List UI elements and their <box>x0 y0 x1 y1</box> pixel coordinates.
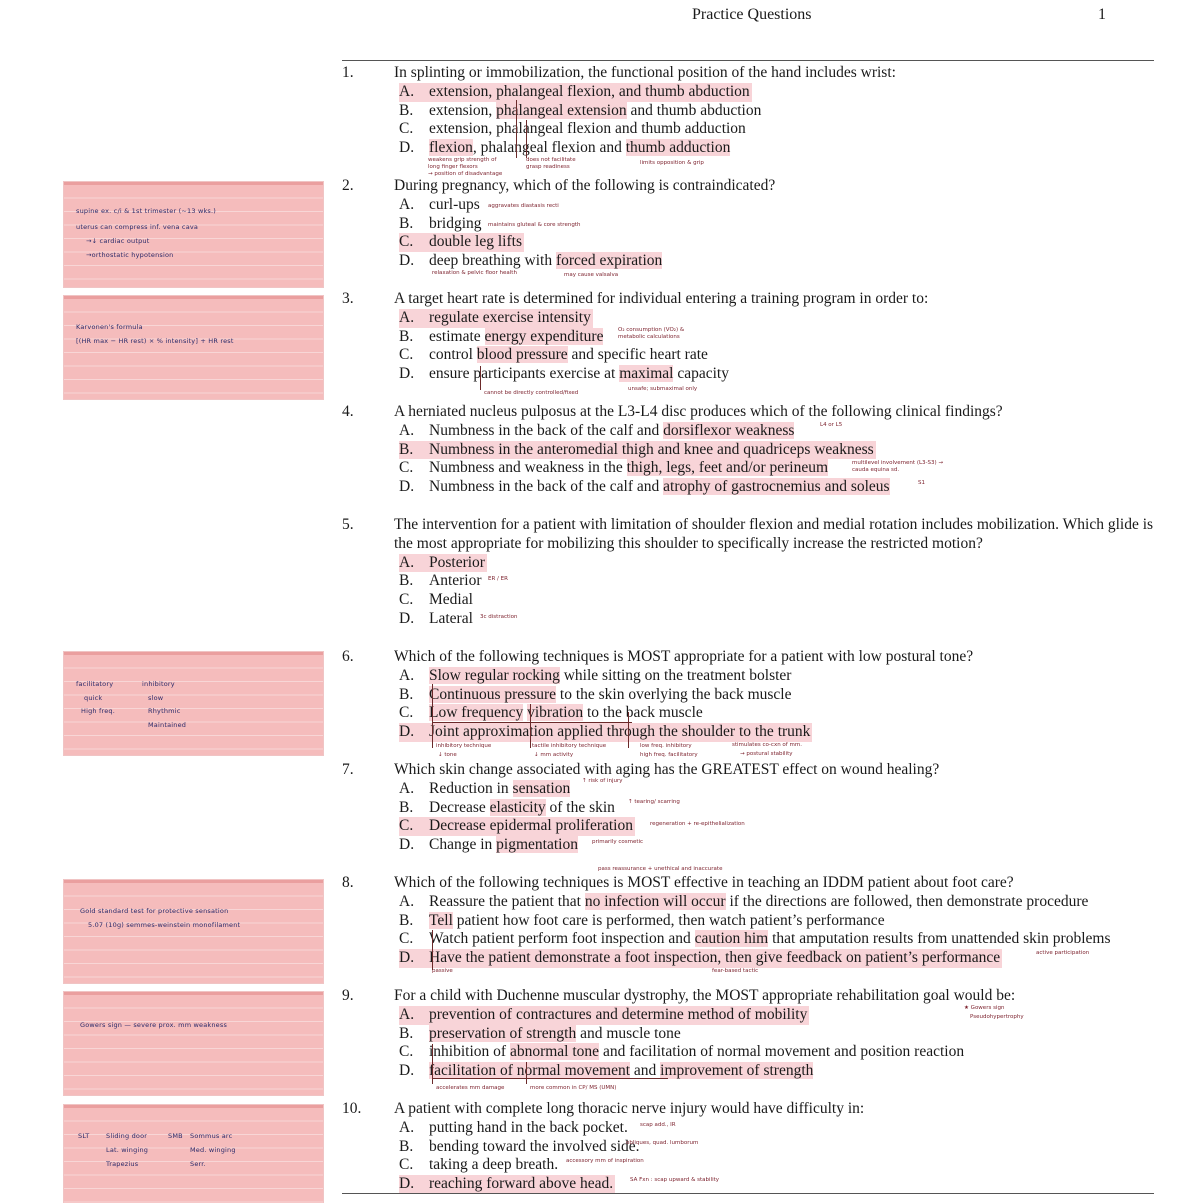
option-letter: D. <box>399 252 415 270</box>
option-letter: B. <box>399 911 414 929</box>
answer-option <box>399 139 730 158</box>
note-card-line: Maintained <box>148 721 187 729</box>
page-title: Practice Questions <box>692 6 812 23</box>
option-text: putting hand in the back pocket. <box>429 1118 628 1136</box>
answer-option <box>399 893 1088 912</box>
option-text: and <box>630 1062 661 1080</box>
option-letter: B. <box>399 1137 414 1155</box>
highlighted-text: Numbness in the anteromedial thigh and knee and quadriceps weakness <box>429 440 874 458</box>
note-card-line: uterus can compress inf. vena cava <box>76 223 199 231</box>
annotation-note: accelerates mm damage <box>436 1085 505 1091</box>
option-text: taking a deep breath. <box>429 1156 559 1174</box>
answer-option <box>399 1138 640 1157</box>
option-text: Reduction in <box>429 779 513 797</box>
question-number: 4. <box>342 403 354 420</box>
option-text: Reassure the patient that <box>429 892 585 910</box>
note-card-line: supine ex. c/i & 1st trimester (~13 wks.) <box>76 207 217 215</box>
answer-option <box>399 704 703 723</box>
highlighted-text: facilitation of normal movement <box>429 1062 631 1080</box>
option-letter: A. <box>399 1005 415 1023</box>
highlighted-text: elasticity <box>489 798 546 816</box>
highlighted-text: blood pressure <box>476 346 568 364</box>
annotation-bracket <box>480 366 481 390</box>
option-text: while sitting on the treatment bolster <box>559 666 792 684</box>
option-letter: C. <box>399 930 414 948</box>
option-letter: D. <box>399 610 415 627</box>
option-text: Anterior <box>429 572 482 590</box>
annotation-note: tactile inhibitory technique <box>532 743 607 749</box>
answer-option <box>399 780 570 799</box>
note-card-line: quick <box>84 694 103 702</box>
option-letter: B. <box>399 327 414 345</box>
note-card-gowers <box>64 992 323 1095</box>
option-letter: C. <box>399 120 414 138</box>
note-card-line: Gowers sign — severe prox. mm weakness <box>80 1021 228 1029</box>
answer-option <box>399 365 729 384</box>
annotation-bracket <box>526 1062 527 1084</box>
question-stem: Which skin change associated with aging has the GREATEST effect on wound healing? <box>394 761 940 778</box>
question-stem: In splinting or immobilization, the functional position of the hand includes wrist: <box>394 64 896 81</box>
highlighted-text: Slow regular rocking <box>429 666 560 684</box>
annotation-bracket <box>516 100 517 158</box>
annotation-note: does not facilitate grasp readiness <box>526 157 576 170</box>
option-text: curl-ups <box>429 195 480 213</box>
option-text: Lateral <box>429 610 473 627</box>
option-letter: B. <box>399 440 414 458</box>
option-text: Change in <box>429 836 497 854</box>
answer-option <box>399 591 473 610</box>
option-letter: D. <box>399 139 415 157</box>
note-card-line: Lat. winging <box>106 1146 149 1154</box>
highlighted-text: Continuous pressure <box>429 685 557 703</box>
question-stem: The intervention for a patient with limitation of shoulder flexion and medial rotation includes mobilization. Which glide is the most appropriate for mobilizing this shoulder to specifically increase the restricted motion? <box>394 516 1154 552</box>
highlighted-text: Decrease epidermal proliferation <box>429 817 633 835</box>
annotation-bracket <box>628 712 629 748</box>
answer-option <box>399 83 752 102</box>
option-text: Numbness in the back of the calf and <box>429 421 664 439</box>
option-text: inhibition of <box>429 1043 510 1061</box>
answer-option <box>399 102 761 121</box>
answer-option <box>399 478 890 497</box>
answer-option <box>399 723 812 742</box>
annotation-bracket <box>432 722 632 723</box>
option-text: and specific heart rate <box>567 346 708 364</box>
annotation-bracket <box>432 1078 668 1079</box>
option-text: to the skin overlying the back muscle <box>556 685 792 703</box>
option-letter: A. <box>399 195 415 213</box>
annotation-note: multilevel involvement (L3-S3) → cauda equina sd. <box>852 460 944 473</box>
option-text: of the skin <box>545 798 615 816</box>
option-letter: C. <box>399 817 414 835</box>
question-number: 2. <box>342 177 354 194</box>
option-letter: B. <box>399 572 414 590</box>
note-card-line: SLT <box>78 1132 90 1140</box>
option-text: to the back muscle <box>583 704 703 722</box>
answer-option <box>399 1119 628 1138</box>
question-number: 7. <box>342 761 354 778</box>
note-card-line: SMB <box>168 1132 183 1140</box>
note-card-line: Sommus arc <box>190 1132 233 1140</box>
question-number: 3. <box>342 290 354 307</box>
highlighted-text: forced expiration <box>555 252 663 270</box>
highlighted-text: extension, phalangeal flexion, and thumb abduction <box>429 82 750 100</box>
note-card-facilitatory-inhibitory <box>64 652 323 755</box>
answer-option <box>399 252 662 271</box>
annotation-note: → position of disadvantage <box>428 171 503 177</box>
highlighted-text: thumb adduction <box>625 139 731 157</box>
note-card-line: inhibitory <box>142 680 175 688</box>
highlighted-text: no infection will occur <box>584 892 726 910</box>
answer-option <box>399 930 1110 949</box>
note-card-line: High freq. <box>81 707 116 715</box>
annotation-note: O₂ consumption (VO₂) & metabolic calculations <box>618 327 685 340</box>
question-number: 9. <box>342 987 354 1004</box>
answer-option <box>399 422 794 441</box>
option-text: that amputation results from unattended skin problems <box>768 930 1111 948</box>
question-number: 5. <box>342 516 354 533</box>
highlighted-text: Tell <box>429 911 453 929</box>
option-text: , phalangeal flexion and <box>472 139 626 157</box>
annotation-note: cannot be directly controlled/fixed <box>484 390 579 396</box>
option-letter: A. <box>399 421 415 439</box>
option-letter: C. <box>399 233 414 251</box>
highlighted-text: regulate exercise intensity <box>429 308 591 326</box>
option-letter: D. <box>399 478 415 496</box>
annotation-note: more common in CP/ MS (UMN) <box>530 1085 617 1091</box>
highlighted-text: improvement of strength <box>660 1062 814 1080</box>
annotation-note: accessory mm of inspiration <box>566 1158 644 1164</box>
answer-option <box>399 554 487 573</box>
annotation-note: limits opposition & grip <box>640 160 704 166</box>
highlighted-text: Low frequency <box>429 704 524 722</box>
option-letter: B. <box>399 798 414 816</box>
option-letter: C. <box>399 591 414 609</box>
annotation-note: aggravates diastasis recti <box>488 203 559 209</box>
option-text: Numbness and weakness in the <box>429 459 627 477</box>
option-letter: C. <box>399 1156 414 1174</box>
question-number: 1. <box>342 64 354 81</box>
option-letter: D. <box>399 1175 415 1193</box>
highlighted-text: abnormal tone <box>509 1043 600 1061</box>
answer-option <box>399 309 593 328</box>
option-text: bridging <box>429 214 482 232</box>
highlighted-text: sensation <box>512 779 571 797</box>
annotation-note: ↓ mm activity <box>534 752 574 758</box>
option-text: bending toward the involved side. <box>429 1137 640 1155</box>
option-letter: B. <box>399 685 414 703</box>
option-text: deep breathing with <box>429 252 556 270</box>
annotation-note: stimulates co-cxn of mm. <box>732 742 802 748</box>
annotation-note: primarily cosmetic <box>592 839 644 845</box>
option-text: ensure participants exercise at <box>429 365 620 383</box>
page-number: 1 <box>1098 6 1106 23</box>
option-text: Medial <box>429 591 473 609</box>
annotation-note: ★ Gowers sign <box>964 1005 1005 1011</box>
annotation-note: unsafe; submaximal only <box>628 386 698 392</box>
highlighted-text: thigh, legs, feet and/or perineum <box>626 459 829 477</box>
option-text: extension, phalangeal flexion and thumb adduction <box>429 120 746 138</box>
highlighted-text: double leg lifts <box>429 233 522 251</box>
answer-option <box>399 328 603 347</box>
note-card-line: Rhythmic <box>148 707 181 715</box>
annotation-note: inhibitory technique <box>436 743 492 749</box>
option-letter: C. <box>399 346 414 364</box>
highlighted-text: Joint approximation applied through the shoulder to the trunk <box>429 723 811 741</box>
option-text: if the directions are followed, then demonstrate procedure <box>725 892 1089 910</box>
option-letter: C. <box>399 1043 414 1061</box>
note-card-line: facilitatory <box>76 680 114 688</box>
answer-option <box>399 120 746 139</box>
option-letter: B. <box>399 214 414 232</box>
option-letter: A. <box>399 666 415 684</box>
note-card-line: slow <box>148 694 164 702</box>
answer-option <box>399 610 473 629</box>
annotation-note: active participation <box>1036 950 1090 956</box>
annotation-note: weakens grip strength of long finger flexors <box>428 157 497 170</box>
option-letter: A. <box>399 892 415 910</box>
annotation-note: obliques, quad. lumborum <box>626 1140 699 1146</box>
annotation-note: pass reassurance + unethical and inaccurate <box>598 866 723 872</box>
option-letter: C. <box>399 704 414 722</box>
option-letter: B. <box>399 1024 414 1042</box>
option-letter: A. <box>399 308 415 326</box>
option-letter: A. <box>399 82 415 100</box>
annotation-note: ↓ tone <box>438 752 457 758</box>
annotation-note: ↑ tearing/ scarring <box>628 799 680 805</box>
option-text: and thumb abduction <box>626 101 762 119</box>
question-number: 8. <box>342 874 354 891</box>
highlighted-text: energy expenditure <box>484 327 604 345</box>
answer-option <box>399 686 791 705</box>
annotation-note: ↑ risk of injury <box>582 778 623 784</box>
annotation-note: SA Fxn : scap upward & stability <box>630 1177 720 1183</box>
highlighted-text: dorsiflexor weakness <box>663 421 795 439</box>
answer-option <box>399 1006 809 1025</box>
question-number: 10. <box>342 1100 362 1117</box>
option-text: patient how foot care is performed, then watch patient’s performance <box>452 911 885 929</box>
answer-option <box>399 215 482 234</box>
highlighted-text: vibration <box>527 704 584 722</box>
annotation-note: 3c distraction <box>480 614 518 620</box>
option-letter: D. <box>399 365 415 383</box>
option-letter: D. <box>399 949 415 967</box>
option-text: and facilitation of normal movement and position reaction <box>599 1043 965 1061</box>
note-card-line: Sliding door <box>106 1132 148 1140</box>
option-text: Numbness in the back of the calf and <box>429 478 664 496</box>
note-card-line: 5.07 (10g) semmes-weinstein monofilament <box>88 921 241 929</box>
highlighted-text: preservation of strength <box>429 1024 577 1042</box>
annotation-bracket <box>432 930 433 970</box>
option-letter: D. <box>399 723 415 741</box>
option-text: Decrease <box>429 798 490 816</box>
highlighted-text: atrophy of gastrocnemius and soleus <box>663 478 890 496</box>
annotation-note: low freq. inhibitory <box>640 743 692 749</box>
option-text: control <box>429 346 477 364</box>
note-card-line: Karvonen's formula <box>76 323 143 331</box>
annotation-note: fear-based tactic <box>712 968 759 974</box>
answer-option <box>399 1025 681 1044</box>
answer-option <box>399 667 791 686</box>
option-letter: B. <box>399 101 414 119</box>
answer-option <box>399 799 615 818</box>
note-card-line: Serr. <box>190 1160 206 1168</box>
option-text: capacity <box>673 365 729 383</box>
option-text: and muscle tone <box>576 1024 681 1042</box>
answer-option <box>399 836 578 855</box>
note-card-line: Med. winging <box>190 1146 236 1154</box>
annotation-note: high freq. facilitatory <box>640 752 698 758</box>
note-card-line: [(HR max − HR rest) × % intensity] + HR rest <box>76 337 234 345</box>
question-stem: A target heart rate is determined for individual entering a training program in order to: <box>394 290 929 307</box>
highlighted-text: maximal <box>619 365 674 383</box>
answer-option <box>399 572 482 591</box>
option-letter: A. <box>399 779 415 797</box>
note-card-pregnancy <box>64 182 323 287</box>
annotation-note: S1 <box>918 480 925 486</box>
answer-option <box>399 441 876 460</box>
header-rule <box>342 60 1154 61</box>
annotation-note: regeneration + re-epithelialization <box>650 821 745 827</box>
option-text: Watch patient perform foot inspection and <box>429 930 695 948</box>
option-text: extension, <box>429 101 497 119</box>
annotation-note: relaxation & pelvic floor health <box>432 270 517 276</box>
highlighted-text: Have the patient demonstrate a foot inspection, then give feedback on patient’s performance <box>429 949 1001 967</box>
highlighted-text: caution him <box>694 930 769 948</box>
option-text: estimate <box>429 327 485 345</box>
answer-option <box>399 1175 615 1194</box>
option-letter: A. <box>399 553 415 571</box>
answer-option <box>399 233 524 252</box>
question-stem: Which of the following techniques is MOST appropriate for a patient with low postural tone? <box>394 648 974 665</box>
note-card-line: Gold standard test for protective sensation <box>80 907 229 915</box>
option-letter: D. <box>399 836 415 854</box>
answer-option <box>399 346 708 365</box>
question-stem: A herniated nucleus pulposus at the L3-L4 disc produces which of the following clinical findings? <box>394 403 1003 420</box>
option-letter: C. <box>399 459 414 477</box>
question-stem: Which of the following techniques is MOST effective in teaching an IDDM patient about foot care? <box>394 874 1014 891</box>
annotation-note: → postural stability <box>740 751 793 757</box>
question-stem: A patient with complete long thoracic nerve injury would have difficulty in: <box>394 1100 865 1117</box>
annotation-note: scap add., IR <box>640 1122 676 1128</box>
answer-option <box>399 196 480 215</box>
highlighted-text: prevention of contractures and determine method of mobility <box>429 1005 808 1023</box>
note-card-winging <box>64 1105 323 1203</box>
highlighted-text: reaching forward above head. <box>429 1175 614 1193</box>
annotation-bracket <box>526 120 527 158</box>
option-letter: A. <box>399 1118 415 1136</box>
option-letter: D. <box>399 1062 415 1080</box>
bottom-rule <box>342 1193 1154 1194</box>
highlighted-text: Posterior <box>429 553 485 571</box>
annotation-note: Pseudohypertrophy <box>970 1014 1024 1020</box>
question-stem: For a child with Duchenne muscular dystrophy, the MOST appropriate rehabilitation goal would be: <box>394 987 1016 1004</box>
answer-option <box>399 912 885 931</box>
annotation-note: ER / ER <box>488 576 508 582</box>
annotation-note: L4 or L5 <box>820 422 843 428</box>
question-number: 6. <box>342 648 354 665</box>
highlighted-text: phalangeal extension <box>496 101 627 119</box>
annotation-note: maintains gluteal & core strength <box>488 222 581 228</box>
question-stem: During pregnancy, which of the following is contraindicated? <box>394 177 776 194</box>
note-card-monofilament <box>64 880 323 983</box>
note-card-line: →↓ cardiac output <box>86 237 150 245</box>
answer-option <box>399 817 635 836</box>
highlighted-text: pigmentation <box>496 836 578 854</box>
answer-option <box>399 1156 558 1175</box>
annotation-note: passive <box>432 968 453 974</box>
note-card-line: →orthostatic hypotension <box>86 251 174 259</box>
highlighted-text: flexion <box>429 139 473 157</box>
note-card-karvonen <box>64 296 323 399</box>
annotation-bracket <box>530 704 531 748</box>
note-card-line: Trapezius <box>106 1160 139 1168</box>
answer-option <box>399 949 1002 968</box>
annotation-note: may cause valsalva <box>564 272 619 278</box>
annotation-bracket <box>432 684 433 748</box>
answer-option <box>399 459 828 478</box>
answer-option <box>399 1043 964 1062</box>
